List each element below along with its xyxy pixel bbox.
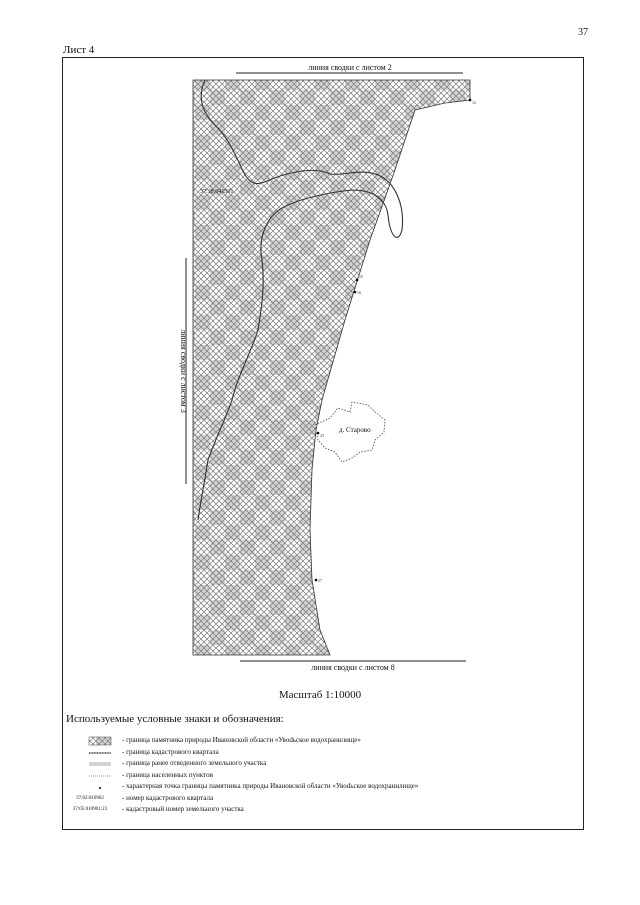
thick-line-icon [66, 747, 114, 759]
point-label: 27 [318, 578, 322, 583]
legend-row [66, 781, 566, 793]
page-number: 37 [578, 27, 588, 38]
dotted-line-icon [66, 770, 114, 782]
hatch-swatch-icon [66, 735, 114, 747]
legend-row [66, 747, 566, 759]
legend-row [66, 804, 566, 816]
point-label: 12 [472, 100, 476, 105]
point-label: 23 [320, 433, 324, 438]
boundary-point [354, 291, 357, 294]
point-label: 16 [357, 290, 361, 295]
parcel-number-sample: 37:05:010901:23 [72, 807, 108, 812]
boundary-point [469, 99, 472, 102]
join-label-top: линия сводки с листом 2 [308, 63, 392, 72]
join-label-left: линия сводки с листом 3 [179, 329, 188, 413]
settlement-label: д. Старово [339, 426, 371, 434]
join-label-bottom: линия сводки с листом 8 [311, 663, 395, 672]
quarter-number-sample: 37:02:010902 [76, 795, 104, 801]
protected-area [193, 80, 470, 655]
legend-text: - номер кадастрового квартала [122, 793, 214, 802]
legend-text: - характерная точка границы памятника природы Ивановской области «Увodьское водохранилище» [122, 782, 419, 790]
legend-text: - кадастровый номер земельного участка [122, 805, 244, 813]
legend-row [66, 770, 566, 782]
point-icon [66, 781, 114, 793]
quarter-number-label: 37:18:041501 [200, 189, 234, 195]
scale-label: Масштаб 1:10000 [278, 689, 362, 701]
legend-text: - граница памятника природы Ивановской области «Увodьское водохранилище» [122, 736, 361, 744]
legend-row [66, 793, 566, 805]
legend-row [66, 758, 566, 770]
legend-title: Используемые условные знаки и обозначения: [66, 713, 284, 725]
point-label: 15 [359, 274, 363, 279]
double-line-icon [66, 758, 114, 770]
legend-row [66, 735, 566, 747]
legend-text: - граница ранее отведенного земельного участка [122, 759, 267, 767]
legend [66, 735, 566, 816]
boundary-point [356, 279, 359, 282]
legend-text: - граница населенных пунктов [122, 770, 213, 779]
boundary-point [317, 432, 320, 435]
boundary-point [315, 579, 318, 582]
sheet-label: Лист 4 [63, 44, 95, 56]
legend-text: - граница кадастрового квартала [122, 747, 219, 756]
